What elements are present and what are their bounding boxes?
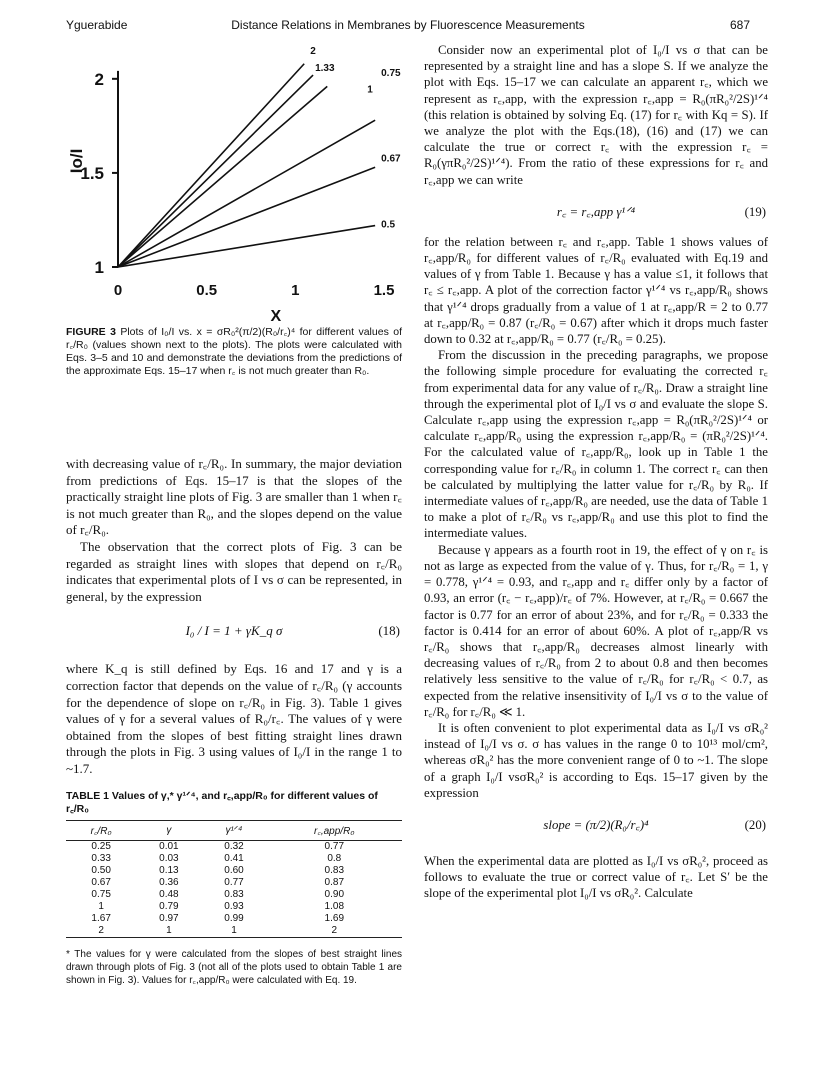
table-cell: 0.77 (324, 841, 345, 852)
table-cell: 0.83 (224, 889, 244, 900)
table-cell: 0.83 (324, 865, 345, 876)
right-paragraph-3: From the discussion in the preceding paragraphs, we propose the following simple procedure for evaluating the corrected r꜀ from experimental data for any value of r꜀/R₀. Draw a straight line through the experimental plot of I₀/I vs σ and evaluate the slope S. Calculate r꜀,app using the expression r꜀,app = R₀(πR₀²/2S)¹ᐟ⁴ or calculate r꜀,app/R₀ using the expression r꜀,app/R₀ = (πR₀²/2S)¹ᐟ⁴. For the calculated value of r꜀,app/R₀, look up in Table 1 the corresponding value for r꜀/R₀ in column 1. The correct r꜀ can then be calculated by multiplying the latter value for r꜀/R₀ by R₀. If intermediate values of r꜀,app/R₀ are needed, use the data of Table 1 to make a plot of r꜀/R₀ vs r꜀,app/R₀ and use this plot to find the intermediate values. (424, 348, 768, 541)
series-line (118, 226, 375, 267)
table-cell: 0.03 (159, 853, 179, 864)
equation-19 (424, 194, 768, 228)
table-header-cell: r꜀,app/R₀ (267, 821, 402, 841)
left-paragraph-2: The observation that the correct plots of Fig. 3 can be regarded as straight lines with slopes that depend on r꜀/R₀ indicates that experimental plots of I vs σ can be represented, in general, by the expression (66, 538, 402, 604)
left-column (66, 456, 402, 778)
equation-18-number: (18) (378, 623, 400, 639)
table-cell: 0.25 (91, 841, 111, 852)
table-row (66, 925, 402, 938)
table-cell: 0.13 (159, 865, 179, 876)
right-paragraph-6: When the experimental data are plotted as I₀/I vs σR₀², proceed as follows to evaluate the true or correct value of r꜀. Let S′ be the slope of the experimental plot I₀/I vs σR₀². Calculate (424, 853, 768, 901)
series-line (118, 167, 375, 267)
x-tick-label: 0.5 (196, 282, 218, 299)
table-cell: 1 (98, 901, 104, 912)
table-cell: 0.60 (224, 865, 244, 876)
x-tick-label: 1 (291, 282, 300, 299)
table-cell: 0.77 (224, 877, 244, 888)
figure-caption (66, 326, 402, 378)
table-cell: 0.67 (91, 877, 111, 888)
table-cell: 2 (267, 925, 402, 938)
table-cell: 2 (66, 925, 136, 938)
table-cell: 0.87 (324, 877, 345, 888)
page-number: 687 (729, 18, 750, 32)
header-author: Yguerabide (66, 18, 128, 32)
table-cell: 0.93 (224, 901, 244, 912)
series-label: 0.67 (381, 153, 401, 165)
series-line (118, 120, 375, 267)
series-label: 0.75 (381, 68, 401, 80)
table-row (66, 853, 402, 865)
table-header-cell: r꜀/R₀ (66, 821, 136, 841)
table-cell: 0.48 (159, 889, 179, 900)
y-tick-label: 2 (94, 69, 104, 89)
table-cell: 0.41 (224, 853, 244, 864)
x-tick-label: 0 (113, 282, 123, 299)
figure-3 (66, 42, 406, 325)
table-cell: 1.69 (324, 913, 345, 924)
table-cell: 1.08 (324, 901, 345, 912)
table-header-cell: γ (136, 821, 201, 841)
table-1-title: TABLE 1 Values of γ,* γ¹ᐟ⁴, and r꜀,app/R₀ for different values of r꜀/R₀ (66, 790, 378, 815)
figure-caption-text: Plots of I₀/I vs. x = σR₀²(π/2)(R₀/r꜀)⁴ for different values of r꜀/R₀ (values shown next to the plots). The plots were calculated with Eqs. 3–5 and 10 and demonstrate the deviations from the predictions of the approximate Eqs. 15–17 when r꜀ is not much greater than R₀. (66, 326, 402, 377)
y-tick-label: 1.5 (80, 163, 104, 183)
series-label: 2 (310, 45, 316, 57)
series-label: 0.5 (381, 219, 396, 231)
table-cell: 0.32 (224, 841, 244, 852)
table-cell: 0.90 (324, 889, 345, 900)
y-tick-label: 1 (94, 258, 104, 277)
table-cell: 0.79 (159, 901, 179, 912)
table-cell: 0.50 (91, 865, 111, 876)
running-header (0, 18, 816, 36)
x-tick-label: 1.5 (373, 282, 395, 299)
table-row (66, 841, 402, 854)
header-title: Distance Relations in Membranes by Fluorescence Measurements (231, 18, 585, 32)
table-row (66, 901, 402, 913)
table-header-row (66, 821, 402, 841)
right-paragraph-4: Because γ appears as a fourth root in 19, the effect of γ on r꜀ is not as large as expected from the value of γ. Thus, for r꜀/R₀ = 1, γ = 0.778, γ¹ᐟ⁴ = 0.93, and r꜀,app and r꜀ differ only by a factor of 0.93, an error (r꜀ − r꜀,app)/r꜀ of 7%. However, at r꜀/R₀ = 0.667 the factor is 0.77 for an error of about 23%, and for r꜀/R₀ = 0.333 the factor is 0.414 for an error of about 60%. A plot of r꜀,app/R vs r꜀/R₀ shows that r꜀,app/R₀ decreases almost linearly with decreasing values of r꜀/R₀ from 2 to about 0.8 and then becomes relatively less sensitive to the value of r꜀/R₀ for r꜀/R₀ < 0.7, as expected from the relative insensitivity of I₀/I vs σ to the value of r꜀/R₀ for r꜀/R₀ ≪ 1. (424, 542, 768, 719)
table-row (66, 877, 402, 889)
equation-19-number: (19) (744, 204, 766, 219)
table-1 (66, 820, 402, 938)
equation-20-expression: slope = (π/2)(R₀/r꜀)⁴ (543, 817, 649, 832)
table-header-cell: γ¹ᐟ⁴ (201, 821, 266, 841)
left-paragraph-3: where K_q is still defined by Eqs. 16 and 17 and γ is a correction factor that depends on the value of r꜀/R₀ (γ accounts for the dependence of slope on r꜀/R₀ in Fig. 3). Table 1 gives values of γ for a several values of R₀/r꜀. The values of γ were obtained from the slopes of best fitting straight lines drawn through the plots in Fig. 3 using values of I₀/I in the range 1 to ~1.7. (66, 661, 402, 776)
right-column (424, 42, 768, 902)
series-line (118, 86, 327, 267)
equation-18 (66, 613, 402, 653)
equation-18-expression: I₀ / I = 1 + γK_q σ (185, 623, 283, 639)
table-cell: 0.75 (91, 889, 111, 900)
figure-3-chart (66, 42, 406, 325)
table-cell: 0.99 (224, 913, 244, 924)
x-axis-label: X (270, 308, 282, 325)
table-cell: 0.33 (91, 853, 111, 864)
table-row (66, 889, 402, 901)
equation-20 (424, 807, 768, 847)
table-cell: 1 (201, 925, 266, 938)
table-cell: 0.97 (159, 913, 179, 924)
table-row (66, 865, 402, 877)
equation-19-expression: r꜀ = r꜀,app γ¹ᐟ⁴ (556, 204, 636, 219)
table-cell: 0.36 (159, 877, 179, 888)
right-paragraph-1: Consider now an experimental plot of I₀/I vs σ that can be represented by a straight line and has a slope S. If we analyze the plot with Eqs. 15–17 we can calculate an apparent r꜀, which we represent as r꜀,app, with the expression r꜀,app = R₀(πR₀²/2S)¹ᐟ⁴ (this relation is obtained by solving Eq. (17) for r꜀ with Kq = S). If we analyze the plot with the Eqs.(18), (16) and (17) we can calculate the true or correct r꜀ with the expression r꜀ = R₀(γπR₀²/2S)¹ᐟ⁴). From the ratio of these expressions for r꜀ and r꜀,app we can write (424, 43, 768, 187)
right-paragraph-5: It is often convenient to plot experimental data as I₀/I vs σR₀² instead of I₀/I vs σ. σ has values in the range 0 to 10¹³ mol/cm², whereas σR₀² has the more convenient range of 0 to ~1. The slope of a graph I₀/I vsσR₀² is according to Eqs. 15–17 given by the expression (424, 720, 768, 800)
left-paragraph-1: with decreasing value of r꜀/R₀. In summary, the major deviation from predictions of Eqs. 15–17 is that the slopes of the practically straight line plots of Fig. 3 are smaller than 1 when r꜀ is not much greater than R₀, and the slopes depend on the value of r꜀/R₀. (66, 456, 402, 538)
table-1-footnote: * The values for γ were calculated from the slopes of best straight lines drawn through plots of Fig. 3 (not all of the plots used to obtain Table 1 are shown in Fig. 3). Values for r꜀,app/R₀ were calculated with Eq. 19. (66, 949, 402, 986)
table-cell: 1.67 (91, 913, 111, 924)
right-paragraph-2: for the relation between r꜀ and r꜀,app. Table 1 shows values of r꜀,app/R₀ for different values of r꜀/R₀ evaluated with Eq.19 and values of γ from Table 1. Because γ has a value ≤1, it follows that r꜀ ≤ r꜀,app. A plot of the correction factor γ¹ᐟ⁴ vs r꜀,app/R₀ shows that γ¹ᐟ⁴ drops gradually from a value of 1 at r꜀,app/R = 2 to 0.77 at r꜀,app/R₀ = 0.87 (r꜀/R₀ = 0.67) after which it drops much faster down to 0.32 at r꜀,app/R₀ = 0.77 (r꜀/R₀ = 0.25). (424, 234, 768, 347)
table-row (66, 913, 402, 925)
table-cell: 1 (136, 925, 201, 938)
y-axis-label: Io/I (67, 148, 86, 174)
equation-20-number: (20) (744, 817, 766, 832)
table-cell: 0.01 (159, 841, 179, 852)
table-cell: 0.8 (327, 853, 342, 864)
series-line (118, 64, 304, 267)
series-label: 1 (367, 84, 373, 96)
figure-caption-label: FIGURE 3 (66, 326, 116, 338)
series-line (118, 75, 313, 267)
series-label: 1.33 (315, 63, 335, 75)
